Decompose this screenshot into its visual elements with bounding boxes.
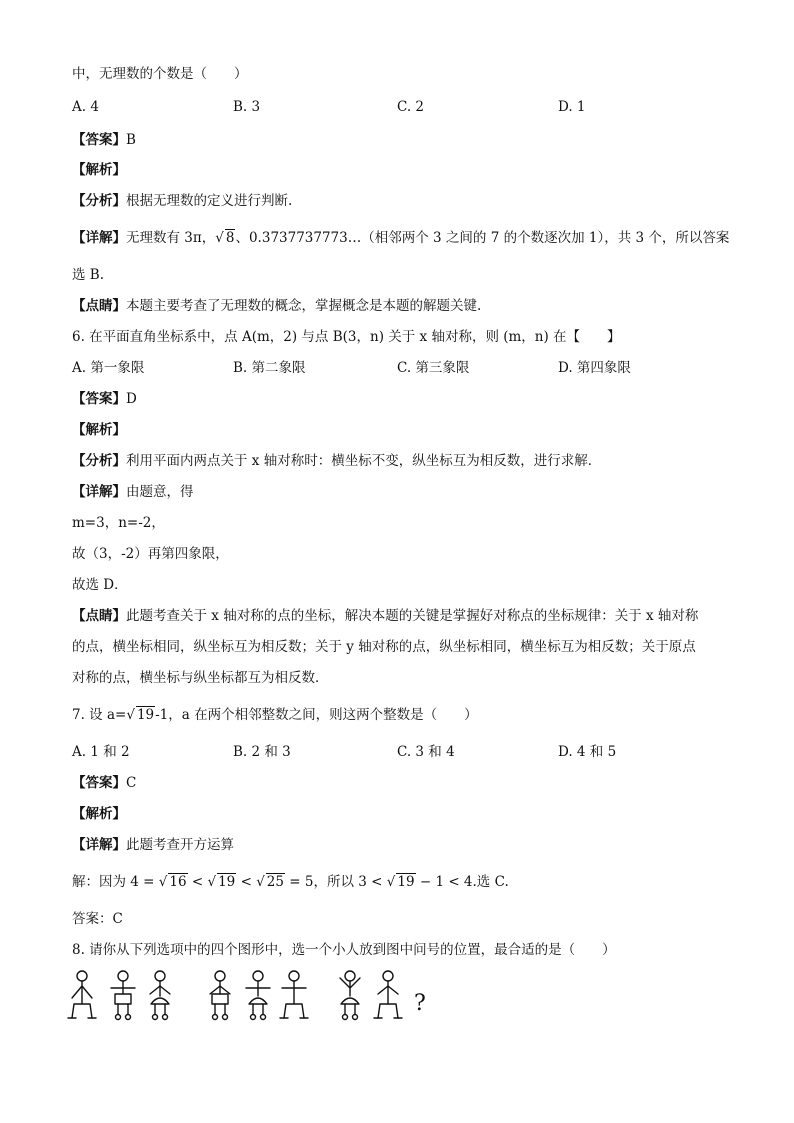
q7-answer [72, 773, 136, 793]
answer-value: D [126, 391, 137, 407]
stick-figure-1 [68, 971, 96, 1018]
q6-line2: 故（3，-2）再第四象限， [72, 546, 229, 562]
radicand: 19 [136, 707, 155, 723]
stick-figure-6 [280, 971, 308, 1018]
q5-dianjing [72, 296, 481, 316]
stick-figure-7 [340, 971, 360, 1020]
q6-option-b: B. 第二象限 [233, 360, 306, 376]
q6-answer [72, 389, 137, 409]
sol-eq: = 5，所以 3 < [284, 874, 387, 890]
dianjing-tag: 【点睛】 [72, 298, 126, 314]
q5-answer [72, 130, 136, 150]
sol-tail: − 1 < 4.选 C. [415, 874, 509, 890]
q7-stem-b: -1，a 在两个相邻整数之间，则这两个整数是（ ） [155, 707, 478, 723]
xiangjie-text-a: 无理数有 3π， [126, 230, 216, 246]
q7-stem [72, 705, 478, 725]
q6-fenxi [72, 451, 601, 471]
sqrt-icon: √ [207, 874, 217, 890]
fenxi-tag: 【分析】 [72, 193, 126, 209]
fenxi-text: 根据无理数的定义进行判断. [126, 193, 293, 209]
analysis-tag: 【解析】 [72, 422, 126, 438]
lt-sign: < [187, 874, 208, 890]
q5-option-a: A. 4 [72, 99, 99, 115]
fenxi-text: 利用平面内两点关于 x 轴对称时：横坐标不变，纵坐标互为相反数，进行求解． [126, 453, 602, 469]
radicand: 8 [225, 230, 235, 246]
radicand: 19 [218, 874, 236, 890]
stick-figure-2 [111, 971, 135, 1020]
stick-figure-4 [210, 971, 230, 1020]
q6-dianjing-3: 对称的点，横坐标与纵坐标都互为相反数． [72, 670, 329, 686]
q6-analysis-tag [72, 420, 126, 440]
q7-option-a: A. 1 和 2 [72, 744, 130, 760]
answer-tag: 【答案】 [72, 132, 126, 148]
stick-figure-8 [374, 971, 402, 1018]
q7-option-d: D. 4 和 5 [558, 744, 617, 760]
dianjing-tag: 【点睛】 [72, 608, 126, 624]
sqrt-icon: √ [215, 230, 224, 246]
analysis-tag: 【解析】 [72, 806, 126, 822]
q8-stem: 8. 请你从下列选项中的四个图形中，选一个小人放到图中问号的位置，最合适的是（ ） [72, 942, 616, 958]
radicand: 25 [266, 874, 284, 890]
answer-value: C [126, 775, 137, 791]
q5-xiangjie [72, 228, 729, 248]
xiangjie-tag: 【详解】 [72, 230, 126, 246]
sol-prefix: 解：因为 4 = [72, 874, 159, 890]
stick-figure-3 [150, 971, 170, 1020]
question-mark-icon: ? [414, 991, 426, 1016]
q6-xiangjie [72, 482, 194, 502]
answer-tag: 【答案】 [72, 391, 126, 407]
q6-line1: m=3，n=-2， [72, 515, 165, 531]
analysis-tag: 【解析】 [72, 162, 126, 178]
answer-tag: 【答案】 [72, 775, 126, 791]
q7-solution [72, 872, 509, 892]
q7-option-c: C. 3 和 4 [397, 744, 455, 760]
q6-line3: 故选 D． [72, 577, 128, 593]
q5-option-d: D. 1 [558, 99, 586, 115]
q6-option-c: C. 第三象限 [397, 360, 470, 376]
q5-xiangjie-cont: 选 B. [72, 267, 105, 283]
stick-figures-diagram [64, 968, 444, 1028]
xiangjie-text: 由题意，得 [126, 484, 194, 500]
q7-stem-a: 7. 设 a= [72, 707, 127, 723]
stick-figure-5 [246, 971, 270, 1020]
sqrt-icon: √ [386, 874, 396, 890]
q5-stem: 中，无理数的个数是（ ） [72, 66, 248, 82]
xiangjie-text-b: 、0.3737737773…（相邻两个 3 之间的 7 的个数逐次加 1），共 3 个，所以答案 [235, 230, 730, 246]
xiangjie-tag: 【详解】 [72, 837, 126, 853]
answer-value: B [126, 132, 136, 148]
q6-option-a: A. 第一象限 [72, 360, 145, 376]
sqrt-icon: √ [126, 707, 135, 723]
radicand: 19 [397, 874, 415, 890]
q7-xiangjie [72, 835, 234, 855]
radicand: 16 [169, 874, 187, 890]
q5-option-c: C. 2 [397, 99, 425, 115]
q7-final: 答案：C [72, 911, 123, 927]
dianjing-text: 本题主要考查了无理数的概念，掌握概念是本题的解题关键. [126, 298, 482, 314]
xiangjie-text: 此题考查开方运算 [126, 837, 234, 853]
q6-stem: 6. 在平面直角坐标系中，点 A(m，2) 与点 B(3，n) 关于 x 轴对称，则 (m，n) 在【 】 [72, 329, 621, 345]
q7-option-b: B. 2 和 3 [233, 744, 291, 760]
q5-option-b: B. 3 [233, 99, 261, 115]
xiangjie-tag: 【详解】 [72, 484, 126, 500]
dianjing-text-1: 此题考查关于 x 轴对称的点的坐标，解决本题的关键是掌握好对称点的坐标规律：关于 x 轴对称 [126, 608, 699, 624]
sqrt-icon: √ [256, 874, 265, 890]
q5-analysis-tag [72, 160, 126, 180]
q5-fenxi [72, 191, 292, 211]
lt-sign: < [236, 874, 257, 890]
q6-dianjing-2: 的点，横坐标相同，纵坐标互为相反数；关于 y 轴对称的点，纵坐标相同，横坐标互为相反数；关于原点 [72, 639, 696, 655]
q7-analysis-tag [72, 804, 126, 824]
fenxi-tag: 【分析】 [72, 453, 126, 469]
q6-dianjing [72, 606, 698, 626]
sqrt-icon: √ [158, 874, 168, 890]
q6-option-d: D. 第四象限 [558, 360, 631, 376]
